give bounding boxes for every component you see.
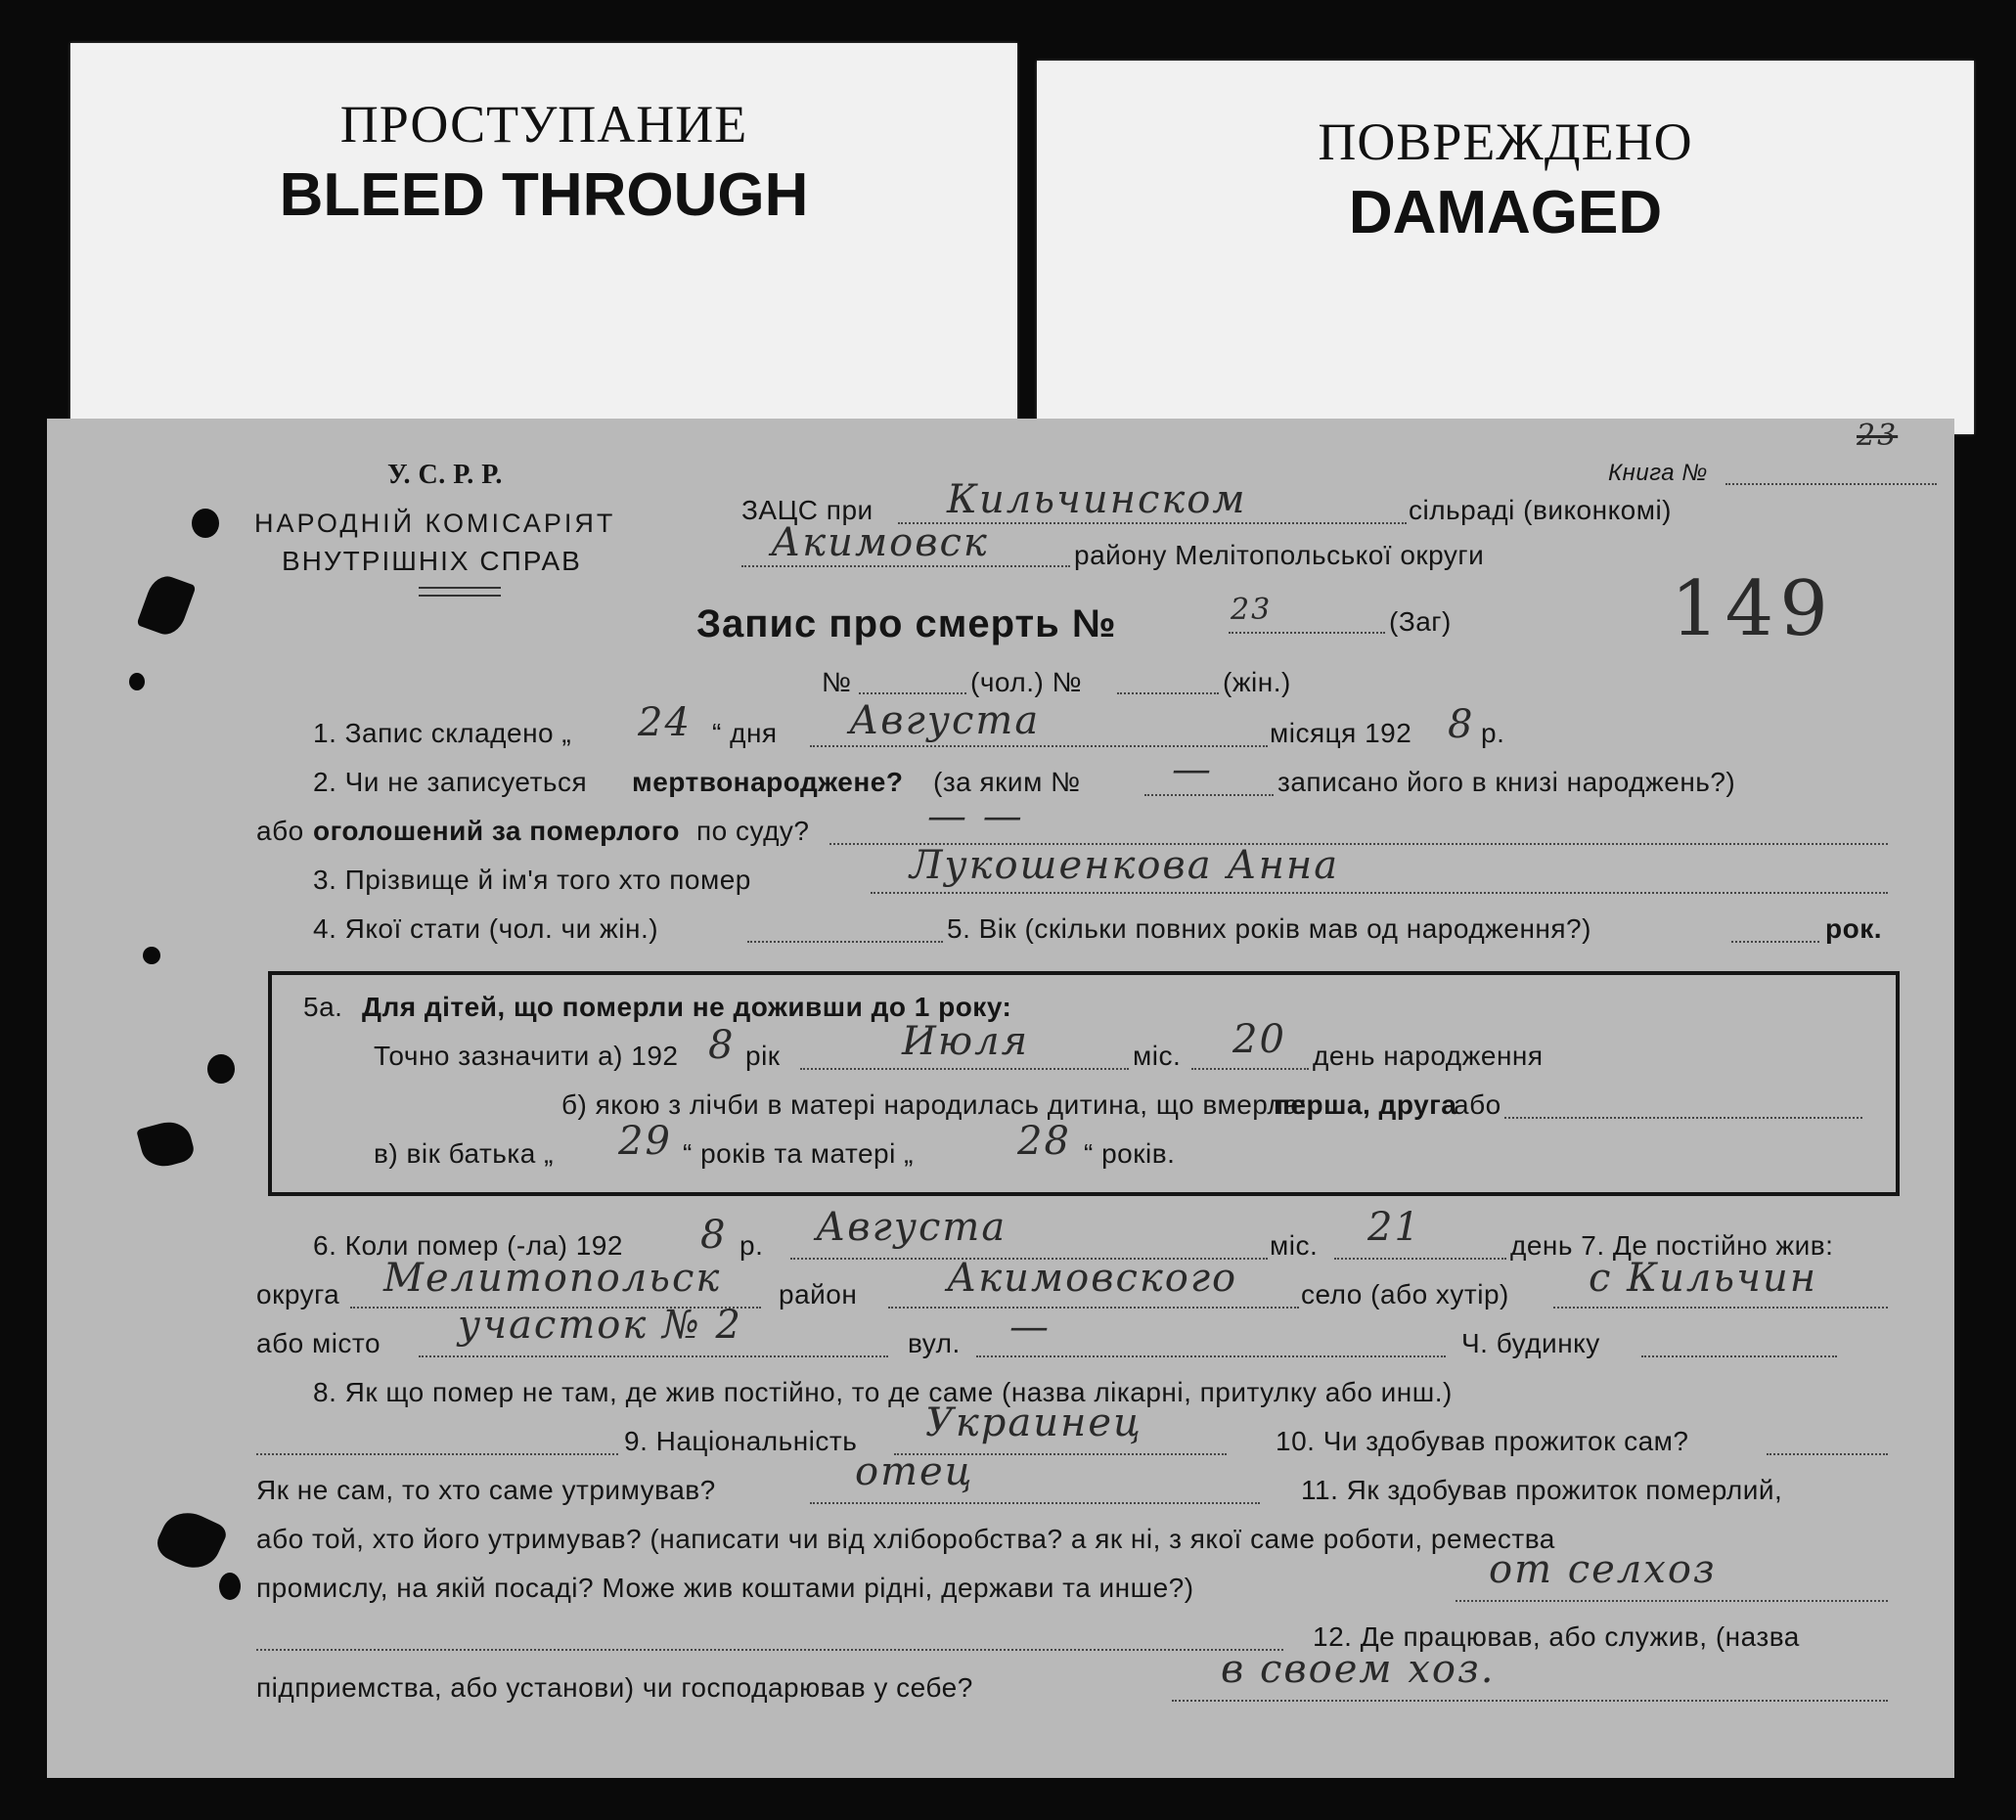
row2-number-label: (за яким № [933,767,1081,797]
row7b-street-handwritten: — [1009,1305,1051,1350]
row5c-father-handwritten: 29 [618,1119,672,1164]
row1-day-handwritten: 24 [638,700,692,745]
row6-label: 6. Коли помер (-ла) 192 [313,1230,623,1261]
district-handwritten: Акимовск [771,520,989,565]
damaged-ru: ПОВРЕЖДЕНО [1318,112,1693,171]
punch-hole [207,1054,235,1084]
row7b-house-dots [1641,1355,1837,1357]
district-suffix: району Мелітопольської округи [1074,540,1485,570]
row5a-day-handwritten: 20 [1232,1017,1286,1062]
row5a-birth-label: Точно зазначити а) 192 [374,1041,679,1071]
row10-supporter-label: Як не сам, то хто саме утримував? [256,1475,716,1505]
row5a-month-handwritten: Июля [902,1019,1030,1064]
row9-nationality-handwritten: Украинец [925,1400,1142,1445]
book-number-handwritten: 23 [1857,419,1899,453]
row11-label: або той, хто його утримував? (написати чи від хліборобства? а як ні, з якої саме роботи, ремества [256,1524,1555,1554]
row2e-handwritten: — — [927,794,1024,839]
row1-year-suffix: р. [1481,718,1505,748]
bleed-through-en: BLEED THROUGH [279,161,809,229]
row10-question-label: 11. Як здобував прожиток померлий, [1301,1475,1783,1505]
row4-age-dots [1731,941,1819,943]
row9-livelihood-dots [1767,1453,1888,1455]
row6-month-label: міс. [1270,1230,1319,1261]
row6-year-suffix: р. [739,1230,764,1261]
row7b-street-label: вул. [908,1328,961,1358]
row2-label: 2. Чи не записуеться [313,767,588,797]
row10-dots [810,1502,1260,1504]
row8-dots [256,1453,618,1455]
title-suffix: (Заг) [1389,606,1452,637]
sub-number-label: № [822,667,852,697]
bleed-through-card [70,43,1017,434]
row5a-day-dots [1191,1068,1309,1070]
row4-years-suffix: рок. [1825,913,1882,944]
bleed-through-ru: ПРОСТУПАНИЕ [339,95,748,154]
row7-selo-label: село (або хутір) [1301,1279,1509,1310]
row8-label: 8. Як що помер не там, де жив постійно, то де саме (назва лікарні, притулку або инш.) [313,1377,1453,1407]
row4-age-label: 5. Вік (скільки повних років мав од народження?) [947,913,1591,944]
row5a-day-label: день народження [1313,1041,1544,1071]
row7b-city-label: або місто [256,1328,381,1358]
narkom-header: НАРОДНІЙ КОМІСАРІЯТ [254,509,616,538]
row12b-handwritten: в своем хоз. [1221,1647,1496,1692]
row5b-or: або [1454,1089,1501,1120]
row7-rayon-label: район [779,1279,858,1310]
sub-female-dots [1117,692,1219,694]
row11b-handwritten: от селхоз [1489,1547,1717,1592]
row7-okruga-handwritten: Мелитопольск [383,1256,722,1301]
row5a-year-handwritten: 8 [708,1023,736,1068]
row5a-year-suffix: рік [745,1041,781,1071]
row7b-city-handwritten: участок № 2 [458,1303,742,1348]
row6-month-handwritten: Августа [816,1205,1008,1250]
book-dots [1725,483,1937,485]
row11c-dots [256,1649,1283,1651]
punch-hole [129,673,145,690]
row1-year-handwritten: 8 [1448,702,1475,747]
sub-female-label: (жін.) [1223,667,1291,697]
row5b-options: перша, друга [1274,1089,1457,1120]
row6-day-handwritten: 21 [1367,1205,1421,1250]
big-number-handwritten: 149 [1671,565,1834,653]
row5b-label: б) якою з лічби в матері народилась дитина, що вмерла: [561,1089,1308,1120]
row1-day-suffix: “ дня [712,718,778,748]
row12b-label: підприемства, або установи) чи господарював у себе? [256,1672,973,1703]
row5c-father-label: в) вік батька „ [374,1138,554,1169]
record-title: Запис про смерть № [696,602,1117,645]
row10-supporter-handwritten: отец [855,1449,974,1494]
tear-damage [152,1503,229,1576]
ussr-header: У. С. Р. Р. [387,460,503,490]
row1-label: 1. Запис складено „ [313,718,572,748]
row5b-dots [1504,1117,1862,1119]
punch-hole [192,509,219,538]
district-dots [741,565,1070,567]
row4-sex-dots [747,941,943,943]
zags-suffix: сільраді (виконкомі) [1409,495,1672,525]
row6-residence-label: день 7. Де постійно жив: [1510,1230,1834,1261]
row5c-mother-label: “ років та матері „ [683,1138,914,1169]
punch-hole [143,947,160,964]
row11b-label: промислу, на якій посаді? Може жив коштами рідні, держави та инше?) [256,1573,1194,1603]
record-number-handwritten: 23 [1231,593,1273,627]
row9-livelihood-label: 10. Чи здобував прожиток сам? [1276,1426,1689,1456]
row1-month-label: місяця 192 [1270,718,1412,748]
row3-dots [871,892,1888,894]
row12-label: 12. Де працював, або служив, (назва [1313,1621,1800,1652]
row5c-mother-handwritten: 28 [1017,1119,1071,1164]
row7-rayon-handwritten: Акимовского [947,1256,1238,1301]
row5a-month-label: міс. [1133,1041,1182,1071]
row6-year-handwritten: 8 [700,1213,728,1258]
row9-nationality-label: 9. Національність [624,1426,858,1456]
header-rule [419,587,501,589]
row7-okruga-label: округа [256,1279,340,1310]
row7b-street-dots [976,1355,1446,1357]
row7-rayon-dots [888,1307,1299,1309]
row7b-house-label: Ч. будинку [1461,1328,1600,1358]
header-rule [419,595,501,597]
row2-handwritten: — [1172,747,1213,792]
sub-male-label: (чол.) № [970,667,1083,697]
row5c-years-suffix: “ років. [1084,1138,1176,1169]
row7b-city-dots [419,1355,888,1357]
book-label: Книга № [1608,460,1708,486]
tear-damage [136,1117,197,1172]
row2e-declared: оголошений за померлого [313,816,681,846]
vnutr-header: ВНУТРІШНІХ СПРАВ [282,546,582,576]
tear-damage [136,571,196,640]
death-record-form [47,419,1954,1778]
row5a-title: Для дітей, що померли не доживши до 1 року: [362,992,1012,1022]
row11b-dots [1456,1600,1888,1602]
row2-suffix: записано його в книзі народжень?) [1277,767,1736,797]
row3-name-handwritten: Лукошенкова Анна [910,843,1340,888]
row3-label: 3. Прізвище й ім'я того хто помер [313,865,751,895]
row7-selo-dots [1553,1307,1888,1309]
punch-hole [219,1573,241,1600]
row7-selo-handwritten: с Кильчин [1589,1256,1818,1301]
row6-day-dots [1334,1258,1506,1260]
row1-month-handwritten: Августа [849,698,1041,743]
damaged-card [1037,61,1974,434]
zags-handwritten: Кильчинском [947,477,1247,522]
row4-sex-label: 4. Якої стати (чол. чи жін.) [313,913,659,944]
row2-dots [1144,794,1274,796]
row12b-dots [1172,1700,1888,1702]
sub-male-dots [859,692,966,694]
row2e-court: по суду? [696,816,810,846]
damaged-en: DAMAGED [1348,179,1663,246]
row2-stillborn: мертвонароджене? [632,767,904,797]
title-dots [1229,632,1385,634]
zags-prefix: ЗАЦС при [741,495,874,525]
row5a-month-dots [800,1068,1129,1070]
row2e-or: або [256,816,304,846]
row5a-number: 5а. [303,992,343,1022]
